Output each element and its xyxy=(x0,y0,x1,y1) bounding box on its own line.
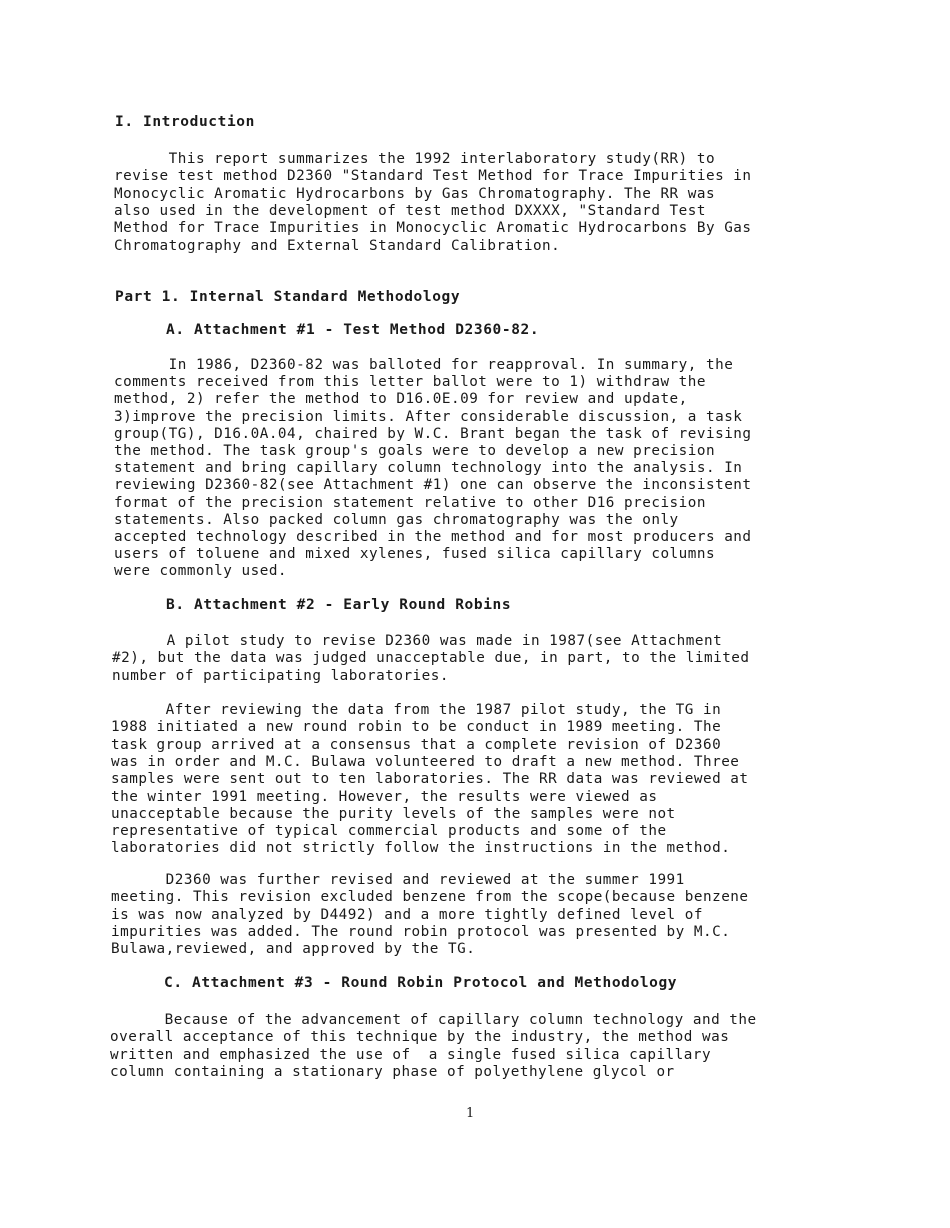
text-line: statement and bring capillary column technology into the analysis. In xyxy=(114,460,743,477)
text-line: After reviewing the data from the 1987 pilot study, the TG in xyxy=(111,702,722,718)
text-line: laboratories did not strictly follow the instructions in the method. xyxy=(111,840,731,857)
text-line: In 1986, D2360-82 was balloted for reapproval. In summary, the xyxy=(114,357,734,373)
text-line: the winter 1991 meeting. However, the results were viewed as xyxy=(111,788,658,805)
text-line: statements. Also packed column gas chromatography was the only xyxy=(114,511,679,528)
text-line: revise test method D2360 "Standard Test Method for Trace Impurities in xyxy=(114,168,752,185)
text-line: 1988 initiated a new round robin to be conduct in 1989 meeting. The xyxy=(111,719,722,736)
text-line: This report summarizes the 1992 interlaboratory study(RR) to xyxy=(114,151,716,167)
text-line: comments received from this letter ballot were to 1) withdraw the xyxy=(114,374,706,391)
text-line: format of the precision statement relative to other D16 precision xyxy=(114,494,706,511)
heading-attachment-1: A. Attachment #1 - Test Method D2360-82. xyxy=(166,322,540,338)
text-line: samples were sent out to ten laboratories. The RR data was reviewed at xyxy=(111,771,749,788)
page-number: 1 xyxy=(466,1106,475,1121)
heading-part-1: Part 1. Internal Standard Methodology xyxy=(115,289,461,305)
text-line: #2), but the data was judged unacceptable due, in part, to the limited xyxy=(112,650,750,667)
heading-attachment-3: C. Attachment #3 - Round Robin Protocol and Methodology xyxy=(164,975,678,991)
text-line: also used in the development of test method DXXXX, "Standard Test xyxy=(114,202,706,219)
text-line: group(TG), D16.0A.04, chaired by W.C. Brant began the task of revising xyxy=(114,425,752,442)
text-line: impurities was added. The round robin protocol was presented by M.C. xyxy=(111,923,731,940)
text-line: Monocyclic Aromatic Hydrocarbons by Gas Chromatography. The RR was xyxy=(114,185,716,202)
text-line: the method. The task group's goals were to develop a new precision xyxy=(114,443,716,459)
text-line: column containing a stationary phase of polyethylene glycol or xyxy=(110,1063,675,1080)
text-line: unacceptable because the purity levels of the samples were not xyxy=(111,805,676,822)
text-line: meeting. This revision excluded benzene from the scope(because benzene xyxy=(111,889,749,906)
text-line: written and emphasized the use of a single fused silica capillary xyxy=(110,1046,712,1063)
heading-introduction: I. Introduction xyxy=(115,114,255,130)
text-line: A pilot study to revise D2360 was made in 1987(see Attachment xyxy=(112,633,723,649)
text-line: overall acceptance of this technique by the industry, the method was xyxy=(110,1029,730,1046)
text-line: D2360 was further revised and reviewed at the summer 1991 xyxy=(111,872,685,888)
text-line: number of participating laboratories. xyxy=(112,667,449,684)
text-line: representative of typical commercial products and some of the xyxy=(111,823,667,840)
text-line: task group arrived at a consensus that a complete revision of D2360 xyxy=(111,736,722,753)
heading-attachment-2: B. Attachment #2 - Early Round Robins xyxy=(166,597,512,613)
text-line: is was now analyzed by D4492) and a more tightly defined level of xyxy=(111,906,703,923)
text-line: users of toluene and mixed xylenes, fused silica capillary columns xyxy=(114,546,716,563)
text-line: accepted technology described in the method and for most producers and xyxy=(114,529,752,545)
text-line: Method for Trace Impurities in Monocyclic Aromatic Hydrocarbons By Gas xyxy=(114,220,752,237)
text-line: method, 2) refer the method to D16.0E.09 for review and update, xyxy=(114,391,688,408)
text-line: 3)improve the precision limits. After considerable discussion, a task xyxy=(114,408,743,425)
text-line: was in order and M.C. Bulawa volunteered to draft a new method. Three xyxy=(111,753,740,770)
text-line: Bulawa,reviewed, and approved by the TG. xyxy=(111,941,476,958)
text-line: Because of the advancement of capillary column technology and the xyxy=(110,1012,757,1028)
text-line: were commonly used. xyxy=(114,563,288,580)
text-line: reviewing D2360-82(see Attachment #1) one can observe the inconsistent xyxy=(114,477,752,494)
text-line: Chromatography and External Standard Calibration. xyxy=(114,237,561,254)
